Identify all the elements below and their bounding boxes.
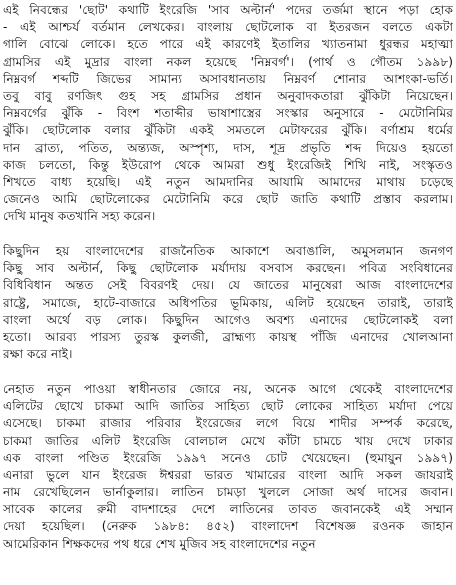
- text-line: দেয়া হয়েছিল। (নেরুক ১৯৮৪: ৪৫২) বাংলাদেশ বিশেষজ্ঞ রওনক জাহান: [3, 519, 453, 534]
- paragraph: [3, 381, 453, 553]
- text-line: এই নিবন্ধের 'ছোট' কথাটি ইংরেজি 'সাব অল্টার্ন' পদের তর্জমা স্থানে পড়া হোক: [3, 3, 453, 17]
- document-page: [3, 2, 453, 553]
- text-line: কিছু সাব অল্টার্ন, কিছু ছোটলোক মর্যাদায় বসবাস করছেন। পবিত্র সংবিধানের: [3, 261, 453, 276]
- text-line: তবু বাবু রণজিৎ গুহ সহ গ্রামসির প্রধান অনুবাদকতারা ঝুঁকিটা নিয়েছেন।: [3, 88, 453, 103]
- text-line: দেখি মানুষ কতখানি সহ্য করেন।: [3, 209, 156, 224]
- text-line: বিধিবিধান অন্তত সেই বিবরণই দেয়। যে জাতের মানুষেরা আজ বাংলাদেশের: [3, 278, 453, 293]
- text-line: জেনেও আমি ছোটলোকের মেটোনিমি করে ছোট জাতি কথাটি প্রস্তাব করলাম।: [3, 192, 453, 207]
- text-line: নিম্নবর্গের ঝুঁকি - বিংশ শতাব্দীর ভাষাশাস্ত্রের সংস্কার অনুসারে - মেটোনিমির: [3, 106, 453, 121]
- text-line: নিম্নবর্গ শব্দটি জিভের সামান্য অসাবধানতায় নিম্নবর্ণ শোনার আশংকা-ভর্তি।: [3, 71, 453, 86]
- text-line: কাজ চলতো, কিন্তু ইউরোপ থেকে আমরা শুধু ইংরেজিই শিখি নাই, সংস্কৃতও: [3, 157, 453, 172]
- text-line: - এই আশ্চর্য বর্তমান লেখকের। বাংলায় ছোটলোক বা ইতরজন বলতে একটা: [3, 20, 453, 35]
- text-line: রক্ষা করে নাই।: [3, 347, 73, 362]
- paragraph-gap: [3, 225, 453, 243]
- text-line: নাম রেখেছিলেন ভার্নাকুলার। লাতিন চামড়া খুললে সোজা অর্থ দাসের জবান।: [3, 485, 453, 500]
- text-line: এক বাংলা পণ্ডিত ইংরেজি ১৯৯৭ সনেও চোট খেয়েছেন। (হুমায়ুন ১৯৯৭): [3, 450, 453, 465]
- paragraph: [3, 2, 453, 225]
- text-line: গ্রামসির এই মুদ্রার বাংলা নকল হয়েছে 'নিম্নবর্গ'। (পার্থ ও গৌতম ১৯৯৮): [3, 54, 453, 69]
- text-line: নেহাত নতুন পাওয়া স্বাধীনতার জোরে নয়, অনেক আগে থেকেই বাংলাদেশের: [3, 381, 453, 396]
- text-line: এসেছে। চাকমা রাজার পরিবার ইংরেজের লগে বিয়ে শাদীর সম্পর্ক করেছে,: [3, 416, 453, 431]
- text-line: আমেরিকান শিক্ষকদের পথ ধরে শেখ মুজিব সহ বাংলাদেশের নতুন: [3, 536, 316, 551]
- text-line: বাংলা অর্থে বড় লোক। কিছুদিন আগেও অবশ্য এনাদের ছোটলোকই বলা: [3, 312, 453, 327]
- text-line: দান ব্রাত্য, পতিত, অন্ত্যজ, অস্পৃশ্য, দাস, শূদ্র প্রভৃতি শব্দ দিয়েও হয়তো: [3, 140, 453, 155]
- text-line: রাষ্ট্রে, সমাজে, হাটে-বাজারে অধিপতির ভূমিকায়, এলিট হয়েছেন তারাই, তারাই: [3, 295, 453, 310]
- paragraph-gap: [3, 363, 453, 381]
- text-line: এনারা ভুলে যান ইংরেজ ঈশ্বররা ভারত খামারের বাংলা আদি সকল জাযরাই: [3, 467, 453, 482]
- text-line: ঝুঁকি। ছোটলোক বলার ঝুঁকিটা একই সমতলে মেটাফরের ঝুঁকি। বর্ণাশ্রম ধর্মের: [3, 123, 453, 138]
- text-line: এলিটের ছোখে চাকমা আদি জাতির সাহিত্য ছোট লোকের সাহিত্য মর্যাদা পেয়ে: [3, 399, 453, 414]
- text-line: সাবেক কালের রুমী বাদশাহের দেশে লাতিনের তাবত জবানকেই এই সম্মান: [3, 502, 453, 517]
- text-line: শিখতে বাধ্য হয়েছি। এই নতুন আমদানির আযামি আমাদের মাথায় চড়েছে: [3, 174, 453, 189]
- paragraph: [3, 243, 453, 363]
- text-line: চাকমা জাতির এলিট ইংরেজি বোলচাল মেখে কাঁটা চামচে খায় দেখে ঢাকার: [3, 433, 453, 448]
- text-line: কিছুদিন হয় বাংলাদেশের রাজনৈতিক আকাশে অবাঙালি, অমুসলমান জনগণ: [3, 244, 453, 259]
- text-line: হতো। আরব্য পারস্য তুরস্ক কুলজী, ব্রাহ্মণ্য কায়স্থ পাঁজি এনাদের খোলআনা: [3, 329, 453, 344]
- text-line: গালি বোঝে লোকে। হতে পারে এই কারণেই ইতালির খ্যাতনামা ধুরন্ধর মহাত্মা: [3, 37, 453, 52]
